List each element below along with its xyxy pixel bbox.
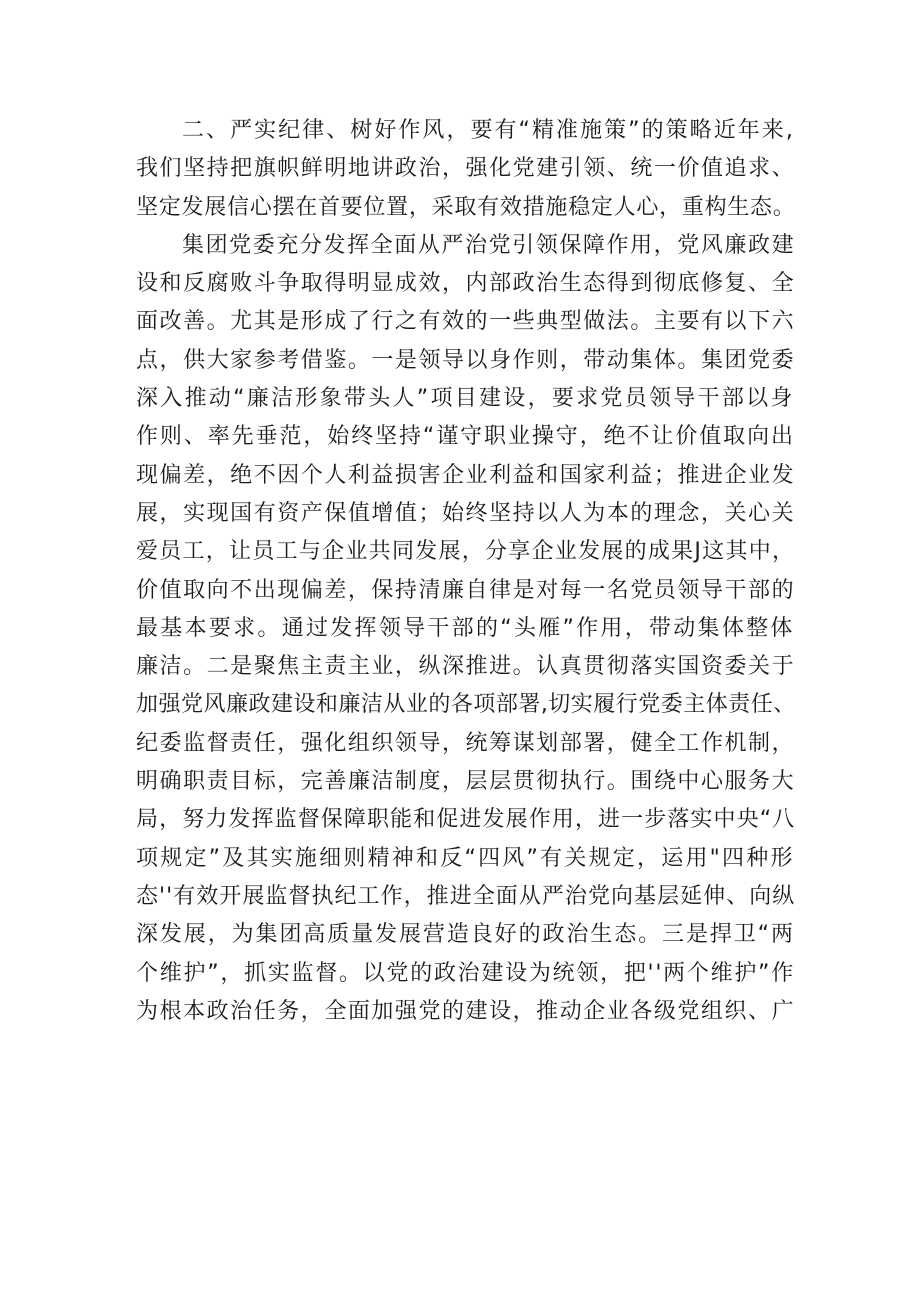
paragraph-line: 局，努力发挥监督保障职能和促进发展作用，进一步落实中央“八 [136, 807, 796, 833]
paragraph-line: 个维护”，抓实监督。以党的政治建设为统领，把''两个维护”作 [136, 960, 795, 986]
paragraph-line: 深入推动“廉洁形象带头人”项目建设，要求党员领导干部以身 [136, 386, 795, 412]
paragraph-line: 态''有效开展监督执纪工作，推进全面从严治党向基层延伸、向纵 [136, 883, 796, 909]
paragraph-line: 作则、率先垂范，始终坚持“谨守职业操守，绝不让价值取向出 [136, 424, 795, 450]
paragraph-line: 深发展，为集团高质量发展营造良好的政治生态。三是捍卫“两 [136, 922, 795, 948]
paragraph-line: 二、严实纪律、树好作风，要有“精准施策”的策略近年来, [182, 118, 795, 143]
paragraph-line: 爱员工，让员工与企业共同发展，分享企业发展的成果J这其中， [136, 539, 796, 565]
paragraph-line: 纪委监督责任，强化组织领导，统筹谋划部署，健全工作机制， [136, 730, 796, 756]
paragraph-line: 价值取向不出现偏差，保持清廉自律是对每一名党员领导干部的 [136, 577, 796, 603]
paragraph-line: 明确职责目标，完善廉洁制度，层层贯彻执行。围绕中心服务大 [136, 769, 796, 795]
paragraph-line: 设和反腐败斗争取得明显成效，内部政治生态得到彻底修复、全 [136, 271, 796, 297]
paragraph-line: 为根本政治任务，全面加强党的建设，推动企业各级党组织、广 [136, 998, 796, 1024]
paragraph-line: 项规定”及其实施细则精神和反“四风”有关规定，运用"四种形 [136, 845, 795, 871]
paragraph-line: 点，供大家参考借鉴。一是领导以身作则，带动集体。集团党委 [136, 347, 796, 373]
paragraph-line: 坚定发展信心摆在首要位置，采取有效措施稳定人心，重构生态。 [136, 194, 796, 220]
paragraph-line: 廉洁。二是聚焦主责主业，纵深推进。认真贯彻落实国资委关于 [136, 654, 796, 680]
paragraph-line: 展，实现国有资产保值增值；始终坚持以人为本的理念，关心关 [136, 500, 796, 526]
paragraph-line: 现偏差，绝不因个人利益损害企业利益和国家利益；推进企业发 [136, 462, 796, 488]
paragraph-line: 我们坚持把旗帜鲜明地讲政治，强化党建引领、统一价值追求、 [136, 156, 796, 182]
paragraph-line: 最基本要求。通过发挥领导干部的“头雁”作用，带动集体整体 [136, 615, 795, 641]
paragraph-line: 集团党委充分发挥全面从严治党引领保障作用，党风廉政建 [182, 232, 796, 258]
paragraph-line: 加强党风廉政建设和廉洁从业的各项部署,切实履行党委主体责任、 [136, 692, 796, 718]
document-body [136, 112, 796, 1031]
paragraph-line: 面改善。尤其是形成了行之有效的一些典型做法。主要有以下六 [136, 309, 796, 335]
